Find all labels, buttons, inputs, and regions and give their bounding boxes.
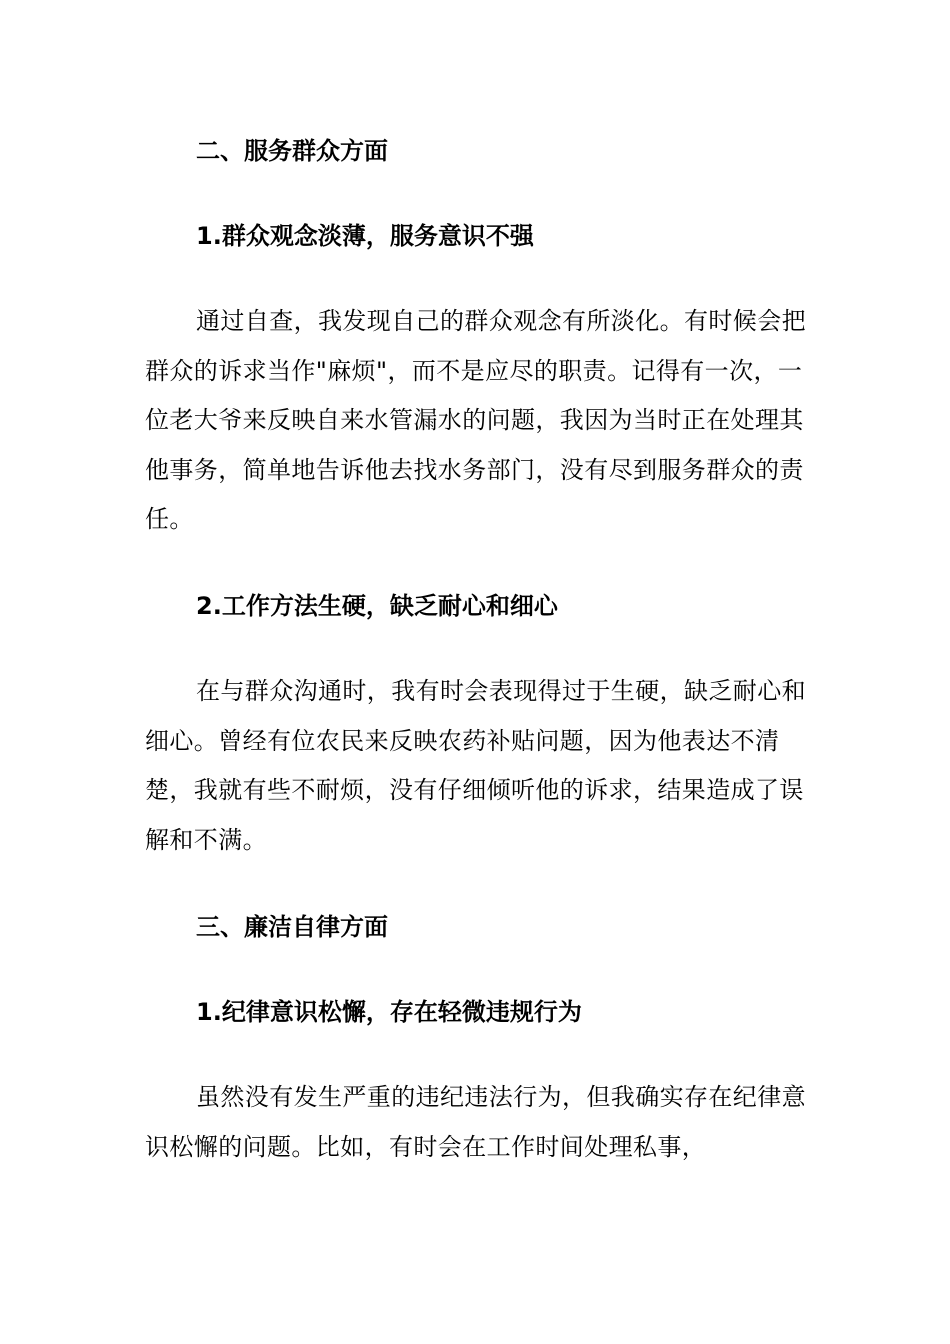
section-heading-integrity: 三、廉洁自律方面 [196,913,388,941]
subheading-discipline: 1.纪律意识松懈，存在轻微违规行为 [196,998,582,1026]
paragraph-work-method: 在与群众沟通时，我有时会表现得过于生硬，缺乏耐心和细心。曾经有位农民来反映农药补贴问题，因为他表达不清楚，我就有些不耐烦，没有仔细倾听他的诉求，结果造成了误解和不满。 [145,677,806,854]
subheading-work-method: 2.工作方法生硬，缺乏耐心和细心 [196,592,558,620]
section-heading-service: 二、服务群众方面 [196,137,388,165]
paragraph-mass-awareness: 通过自查，我发现自己的群众观念有所淡化。有时候会把群众的诉求当作"麻烦"，而不是应尽的职责。记得有一次，一位老大爷来反映自来水管漏水的问题，我因为当时正在处理其他事务，简单地告诉他去找水务部门，没有尽到服务群众的责任。 [145,307,806,533]
subheading-mass-awareness: 1.群众观念淡薄，服务意识不强 [196,222,534,250]
paragraph-discipline: 虽然没有发生严重的违纪违法行为，但我确实存在纪律意识松懈的问题。比如，有时会在工作时间处理私事， [145,1083,806,1161]
